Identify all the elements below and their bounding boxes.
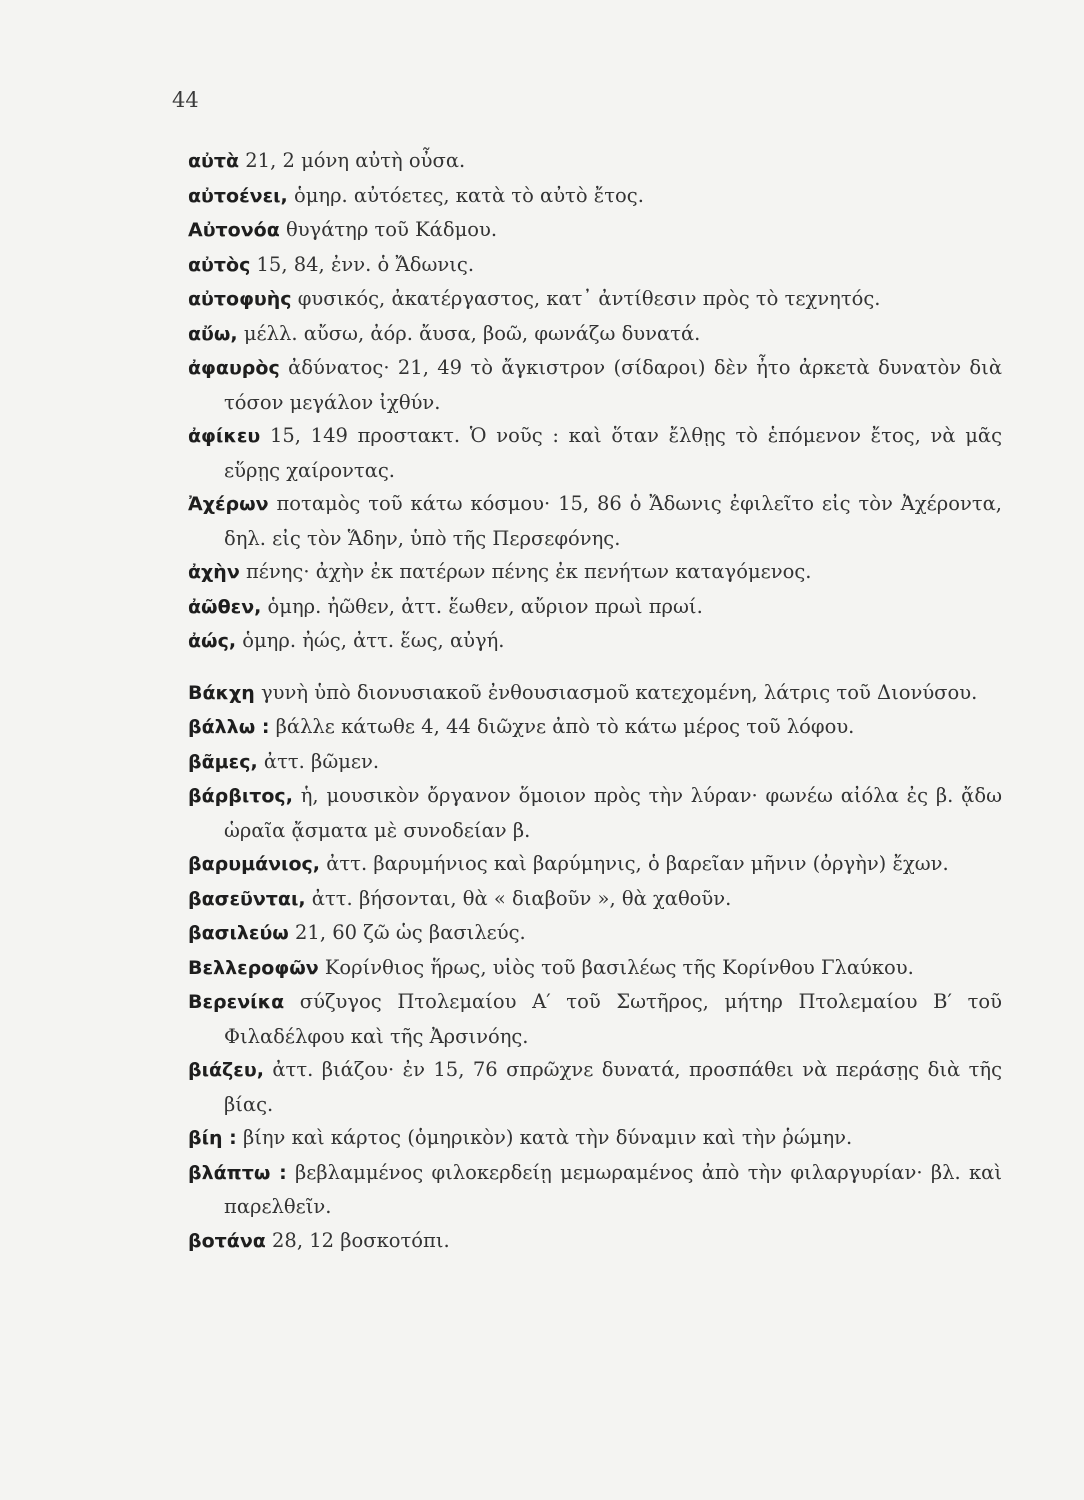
definition: βίην καὶ κάρτος (ὁμηρικὸν) κατὰ τὴν δύναμιν καὶ τὴν ῥώμην.	[236, 1126, 853, 1149]
definition: ἀττ. βήσονται, θὰ « διαβοῦν », θὰ χαθοῦν.	[305, 886, 732, 910]
headword: βάλλω :	[188, 716, 270, 738]
definition: ὁμηρ. αὐτόετες, κατὰ τὸ αὐτὸ ἔτος.	[287, 183, 644, 207]
definition: γυνὴ ὑπὸ διονυσιακοῦ ἐνθουσιασμοῦ κατεχομένη, λάτρις τοῦ Διονύσου.	[254, 680, 978, 704]
definition: μέλλ. αὔσω, ἀόρ. ἄυσα, βοῶ, φωνάζω δυνατά.	[237, 321, 701, 345]
headword: βαρυμάνιος,	[188, 853, 320, 875]
definition: ποταμὸς τοῦ κάτω κόσμου· 15, 86 ὁ Ἄδωνις ἐφιλεῖτο εἰς τὸν Ἀχέροντα, δηλ. εἰς τὸν Ἅδην, ὑπὸ τῆς Περσεφόνης.	[224, 492, 1002, 550]
glossary-entry	[188, 882, 1002, 917]
headword: Ἀχέρων	[188, 493, 269, 515]
glossary-entry	[188, 213, 1002, 248]
headword: ἀφίκευ	[188, 425, 261, 447]
headword: βασιλεύω	[188, 922, 289, 944]
glossary-entry	[188, 985, 1002, 1053]
headword: βάρβιτος,	[188, 785, 293, 807]
glossary-entry	[188, 1156, 1002, 1224]
definition: ἀδύνατος· 21, 49 τὸ ἄγκιστρον (σίδαροι) δὲν ἦτο ἀρκετὰ δυνατὸν διὰ τόσον μεγάλον ἰχθύν.	[224, 356, 1002, 414]
glossary-entry	[188, 951, 1002, 986]
glossary-entry	[188, 710, 1002, 745]
definition: 21, 2 μόνη αὐτὴ οὖσα.	[239, 149, 466, 172]
glossary-entry	[188, 179, 1002, 214]
glossary-entry	[188, 248, 1002, 283]
page-number: 44	[172, 88, 199, 112]
glossary-entry	[188, 624, 1002, 659]
headword: αὔω,	[188, 322, 238, 345]
definition: ἡ, μουσικὸν ὄργανον ὅμοιον πρὸς τὴν λύραν· φωνέω αἰόλα ἐς β. ᾄδω ὡραῖα ᾄσματα μὲ συνοδείαν β.	[224, 784, 1002, 842]
glossary-entry	[188, 1053, 1002, 1121]
glossary-entry	[188, 1121, 1002, 1156]
glossary-entry	[188, 144, 1002, 179]
headword: ἀώς,	[188, 630, 237, 652]
headword: αὐτὸς	[188, 253, 251, 276]
glossary-entry	[188, 1224, 1002, 1259]
headword: βιάζευ,	[188, 1059, 264, 1081]
headword: Βάκχη	[188, 681, 255, 704]
glossary-entry	[188, 419, 1002, 487]
definition: 21, 60 ζῶ ὡς βασιλεύς.	[288, 921, 526, 944]
glossary-entry	[188, 555, 1002, 590]
glossary-entry	[188, 351, 1002, 419]
definition: βάλλε κάτωθε 4, 44 διῶχνε ἀπὸ τὸ κάτω μέρος τοῦ λόφου.	[269, 715, 855, 738]
headword: βλάπτω :	[188, 1161, 287, 1184]
headword: ἀφαυρὸς	[188, 357, 280, 379]
glossary-entry	[188, 847, 1002, 882]
headword: αὐτοένει,	[188, 184, 288, 207]
definition: θυγάτηρ τοῦ Κάδμου.	[279, 218, 498, 241]
definition: πένης· ἀχὴν ἐκ πατέρων πένης ἐκ πενήτων καταγόμενος.	[239, 560, 812, 583]
definition: 15, 149 προστακτ. Ὁ νοῦς : καὶ ὅταν ἔλθῃς τὸ ἑπόμενον ἔτος, νὰ μᾶς εὕρῃς χαίροντας.	[224, 424, 1002, 482]
glossary-entry	[188, 916, 1002, 951]
headword: Βερενίκα	[188, 991, 285, 1013]
glossary-entry	[188, 745, 1002, 780]
glossary-entry	[188, 282, 1002, 317]
glossary-entry	[188, 590, 1002, 625]
definition: ὁμηρ. ἠώς, ἀττ. ἕως, αὐγή.	[236, 629, 505, 652]
headword: βᾶμες,	[188, 750, 258, 773]
definition: σύζυγος Πτολεμαίου Α′ τοῦ Σωτῆρος, μήτηρ Πτολεμαίου Β′ τοῦ Φιλαδέλφου καὶ τῆς Ἀρσινόης.	[224, 990, 1002, 1048]
definition: 28, 12 βοσκοτόπι.	[265, 1228, 450, 1252]
headword: Βελλεροφῶν	[188, 956, 319, 979]
definition: ἀττ. βῶμεν.	[257, 749, 380, 773]
headword: Αὐτονόα	[188, 219, 280, 241]
headword: αὐτοφυὴς	[188, 288, 292, 310]
headword: βίη :	[188, 1127, 237, 1149]
definition: φυσικός, ἀκατέργαστος, κατ᾽ ἀντίθεσιν πρὸς τὸ τεχνητός.	[291, 287, 881, 310]
headword: βοτάνα	[188, 1229, 266, 1252]
glossary-entry	[188, 676, 1002, 711]
definition: ἀττ. βαρυμήνιος καὶ βαρύμηνις, ὁ βαρεῖαν μῆνιν (ὀργὴν) ἔχων.	[320, 852, 949, 875]
glossary-entries	[188, 144, 1002, 1258]
definition: Κορίνθιος ἥρως, υἱὸς τοῦ βασιλέως τῆς Κορίνθου Γλαύκου.	[318, 955, 914, 979]
glossary-entry	[188, 487, 1002, 555]
headword: ἀχὴν	[188, 561, 240, 583]
definition: 15, 84, ἐνν. ὁ Ἄδωνις.	[250, 252, 475, 276]
headword: βασεῦνται,	[188, 887, 306, 910]
definition: βεβλαμμένος φιλοκερδείῃ μεμωραμένος ἀπὸ τὴν φιλαργυρίαν· βλ. καὶ παρελθεῖν.	[224, 1160, 1002, 1218]
glossary-entry	[188, 779, 1002, 847]
definition: ὁμηρ. ἠῶθεν, ἀττ. ἕωθεν, αὔριον πρωὶ πρωί.	[261, 594, 703, 618]
definition: ἀττ. βιάζου· ἐν 15, 76 σπρῶχνε δυνατά, προσπάθει νὰ περάσῃς διὰ τῆς βίας.	[224, 1058, 1002, 1116]
headword: ἀῶθεν,	[188, 595, 262, 618]
headword: αὐτὰ	[188, 150, 240, 172]
glossary-entry	[188, 317, 1002, 352]
